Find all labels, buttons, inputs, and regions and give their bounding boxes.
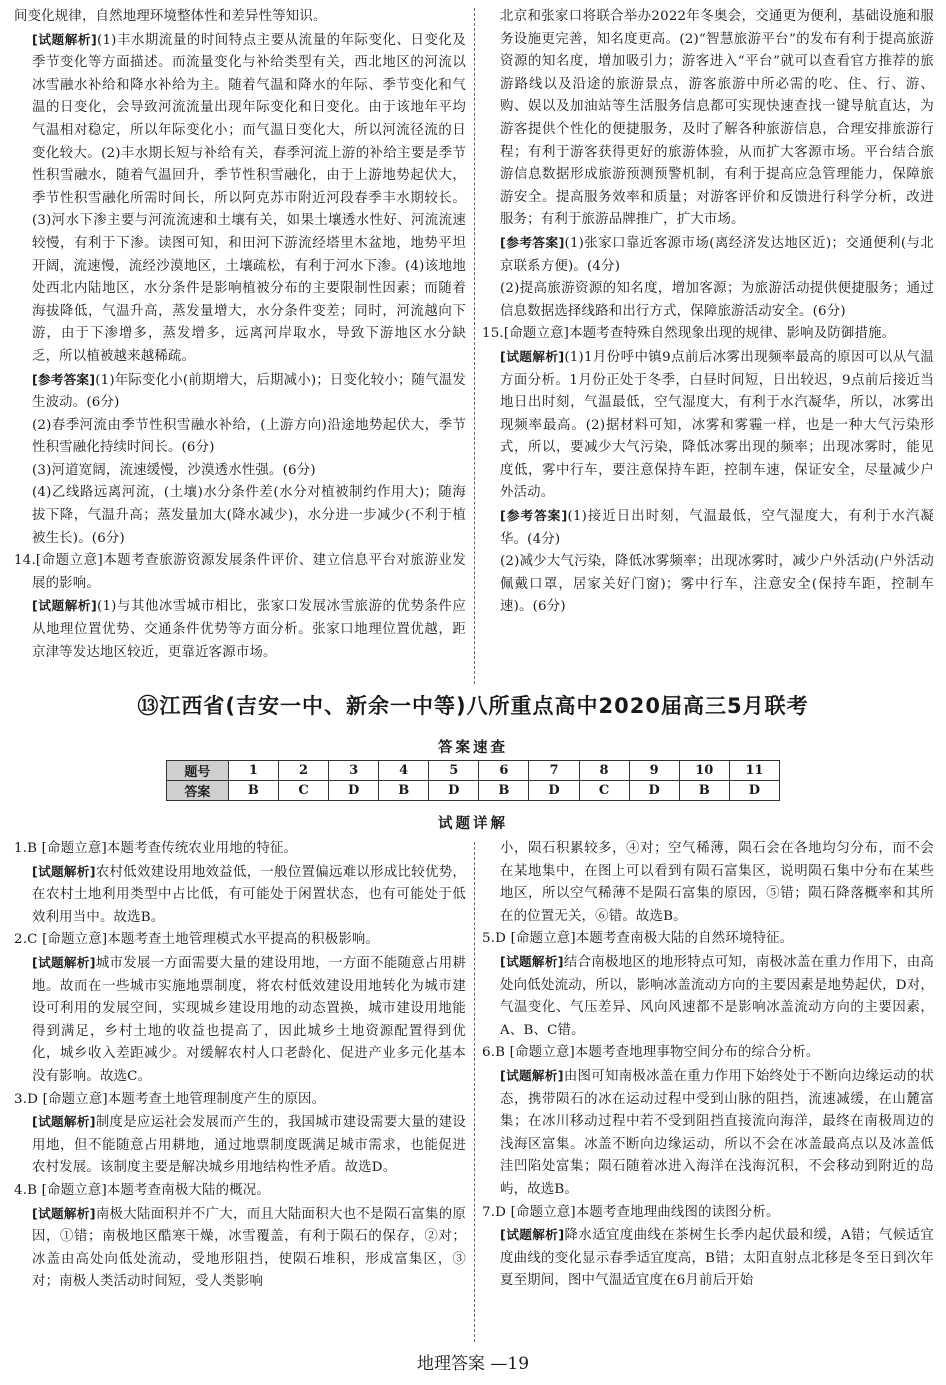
paragraph — [14, 838, 466, 861]
section-title: ⑬江西省(吉安一中、新余一中等)八所重点高中2020届高三5月联考 — [137, 694, 809, 718]
top-left-column — [14, 6, 466, 664]
paragraph-text: (2)提高旅游资源的知名度，增加客源；为旅游活动提供便捷服务；通过信息数据选择线路和出行方式，保障旅游活动安全。(6分) — [500, 281, 934, 319]
paragraph-text: (4)乙线路远离河流，(土壤)水分条件差(水分对植被制约作用大)；随海拔下降，气温升高；蒸发量加大(降水减少)，水分进一步减少(不利于植被生长)。(6分) — [32, 485, 466, 546]
paragraph — [482, 346, 934, 505]
column-divider-top — [474, 8, 475, 684]
paragraph — [482, 278, 934, 323]
paragraph — [14, 1111, 466, 1180]
answer-cell: D — [729, 781, 779, 801]
question-number-cell: 11 — [729, 761, 779, 781]
paragraph-text: 3.D [命题立意]本题考查土地管理制度产生的原因。 — [14, 1091, 326, 1107]
section-tag: [参考答案] — [500, 234, 565, 250]
paragraph — [14, 929, 466, 952]
section-tag: [试题解析] — [32, 1205, 96, 1221]
paragraph-text: (1)张家口靠近客源市场(离经济发达地区近)；交通便利(与北京联系方便)。(4分) — [500, 235, 935, 274]
answer-cell: D — [329, 781, 379, 801]
paragraph-text: 制度是应运社会发展而产生的，我国城市建设需要大量的建设用地，但不能随意占用耕地，通过地票制度既满足城市需求，也能促进农村发展。该制度主要是解决城乡用地结构性矛盾。故选D。 — [32, 1115, 466, 1176]
paragraph — [14, 29, 466, 369]
question-number-cell: 9 — [629, 761, 679, 781]
paragraph-text: 1.B [命题立意]本题考查传统农业用地的特征。 — [14, 841, 298, 856]
paragraph-text: (2)减少大气污染，降低冰雾频率；出现冰雾时，减少户外活动(户外活动佩戴口罩，居家关好门窗)；雾中行车，注意安全(保持车距，控制车速)。(6分) — [500, 554, 934, 615]
paragraph — [482, 1065, 934, 1202]
bottom-right-column — [482, 838, 934, 1293]
paragraph-text: 间变化规律，自然地理环境整体性和差异性等知识。 — [14, 9, 327, 24]
section-tag: [试题解析] — [500, 1227, 565, 1243]
quick-check-title: 答案速查 — [438, 740, 508, 756]
paragraph-text: 小，陨石积累较多，④对；空气稀薄，陨石会在各地均匀分布，而不会在某地集中，在图上可以看到有陨石富集区，说明陨石集中分布在某些地区，所以空气稀薄不是陨石富集的原因，⑤错；陨石降落概率和其所在的位置无关，⑥错。故选B。 — [500, 841, 934, 924]
paragraph-text: 结合南极地区的地形特点可知，南极冰盖在重力作用下，由高处向低处流动，所以，影响冰盖流动方向的主要因素是地势起伏，D对，气温变化、气压差异、风向风速都不是影响冰盖流动方向的主要因素，A、B、C错。 — [500, 954, 934, 1038]
section-tag: [试题解析] — [32, 863, 96, 879]
paragraph-text: (1)与其他冰雪城市相比，张家口发展冰雪旅游的优势条件应从地理位置优势、交通条件优势等方面分析。张家口地理位置优越，距京津等发达地区较近，更靠近客源市场。 — [32, 599, 466, 660]
question-number-cell: 10 — [679, 761, 729, 781]
question-number-cell: 8 — [579, 761, 629, 781]
section-tag: [试题解析] — [32, 598, 98, 614]
paragraph-text: (3)河道宽阔，流速缓慢，沙漠透水性强。(6分) — [32, 462, 316, 478]
answer-cell: D — [629, 781, 679, 801]
answer-cell: B — [228, 781, 278, 801]
column-divider-bottom — [474, 842, 475, 1342]
answer-cell: B — [679, 781, 729, 801]
section-tag: [试题解析] — [32, 1114, 96, 1130]
question-number-cell: 7 — [529, 761, 579, 781]
paragraph — [482, 838, 934, 928]
answer-cell: D — [529, 781, 579, 801]
section-tag: [试题解析] — [500, 1067, 564, 1083]
paragraph — [14, 6, 466, 29]
paragraph — [482, 928, 934, 951]
paragraph-text: (1)接近日出时刻，气温最低，空气湿度大，有利于水汽凝华。(4分) — [500, 509, 934, 547]
answer-cell: C — [278, 781, 328, 801]
paragraph-text: 7.D [命题立意]本题考查地理曲线图的读图分析。 — [482, 1204, 780, 1220]
paragraph-text: 14.[命题立意]本题考查旅游资源发展条件评价、建立信息平台对旅游业发展的影响。 — [14, 553, 466, 591]
paragraph-text: (1)1月份呼中镇9点前后冰雾出现频率最高的原因可以从气温方面分析。1月份正处于冬季，白昼时间短，日出较迟，9点前后接近当地日出时刻，气温最低，空气湿度大，有利于水汽凝华，所以，冰雾出现频率最高。(2)据材料可知，冰雾和雾霾一样，也是一种大气污染形式，所以，要减少大气污染，降低冰雾出现的频率；出现冰雾时，能见度低，雾中行车，要注意保持车距，控制车速，保证安全，尽量减少户外活动。 — [500, 349, 934, 501]
paragraph — [482, 951, 934, 1042]
question-number-cell: 6 — [479, 761, 529, 781]
section-tag: [参考答案] — [32, 371, 96, 387]
section-tag: [试题解析] — [500, 348, 565, 364]
paragraph — [482, 6, 934, 232]
paragraph — [14, 482, 466, 550]
paragraph-text: (1)年际变化小(前期增大，后期减小)；日变化较小；随气温发生波动。(6分) — [32, 372, 466, 411]
top-right-column — [482, 6, 934, 619]
question-number-cell: 1 — [228, 761, 278, 781]
answer-table-number-row — [167, 761, 780, 781]
bottom-left-column — [14, 838, 466, 1294]
paragraph — [14, 861, 466, 930]
section-tag: [试题解析] — [32, 31, 98, 47]
page-footer: 地理答案 —19 — [416, 1354, 530, 1374]
paragraph-text: 6.B [命题立意]本题考查地理事物空间分布的综合分析。 — [482, 1045, 820, 1061]
question-number-cell: 3 — [329, 761, 379, 781]
paragraph-text: (1)丰水期流量的时间特点主要从流量的年际变化、日变化及季节变化等方面描述。而流量变化与补给类型有关，西北地区的河流以冰雪融水补给和降水补给为主。随着气温和降水的年际、季节变化和气温的日变化，会导致河流流量出现年际变化和日变化。由于该地年平均气温相对稳定，所以年际变化小；而气温日变化大，所以河流径流的日变化较大。(2)丰水期长短与补给有关，春季河流上游的补给主要是季节性积雪融水，随着气温回升，季节性积雪融化，由于上游地势起伏大，季节性积雪融化所需时间长，所以阿克苏市附近河段春季丰水期较长。(3)河水下渗主要与河流流速和土壤有关，如果土壤透水性好、河流流速较慢，有利于下渗。读图可知，和田河下游流经塔里木盆地，地势平坦开阔，流速慢，流经沙漠地区，土壤疏松，有利于河水下渗。(4)该地地处西北内陆地区，水分条件是影响植被分布的主要限制性因素；而随着海拔降低，气温升高，蒸发量增大，水分条件变差；同时，河流越向下游，由于下渗增多，蒸发增多，远离河岸取水，导致下游地区水分缺乏，所以植被越来越稀疏。 — [32, 32, 466, 364]
paragraph — [14, 595, 466, 664]
answer-table — [166, 760, 780, 801]
paragraph — [482, 1202, 934, 1225]
paragraph-text: 5.D [命题立意]本题考查南极大陆的自然环境特征。 — [482, 931, 794, 947]
answer-table-answer-row — [167, 781, 780, 801]
detail-title: 试题详解 — [438, 816, 508, 832]
section-tag: [参考答案] — [500, 508, 568, 524]
question-number-cell: 2 — [278, 761, 328, 781]
paragraph — [14, 550, 466, 595]
paragraph — [14, 369, 466, 415]
question-number-cell: 4 — [379, 761, 429, 781]
answer-cell: B — [379, 781, 429, 801]
paragraph — [482, 505, 934, 551]
paragraph-text: 由图可知南极冰盖在重力作用下始终处于不断向边缘运动的状态，携带陨石的冰在运动过程中受到山脉的阻挡，流速减缓，在山麓富集；在冰川移动过程中若不受到阻挡直接流向海洋，最终在南极周边的浅海区富集。冰盖不断向边缘运动，所以不会在冰盖最高点以及冰盖低洼凹陷处富集；陨石随着冰进入海洋在浅海沉积，不会移动到附近的岛屿，故选B。 — [500, 1068, 934, 1197]
paragraph-text: 农村低效建设用地效益低，一般位置偏远难以形成比较优势，在农村土地利用类型中占比低，有可能处于闲置状态，也有可能处于低效利用当中。故选B。 — [32, 864, 466, 925]
number-row-header: 题号 — [167, 761, 229, 781]
paragraph-text: (2)春季河流由季节性积雪融水补给，(上游方向)沿途地势起伏大，季节性积雪融化持续时间长。(6分) — [32, 417, 466, 456]
paragraph — [14, 1089, 466, 1112]
paragraph — [482, 232, 934, 278]
answer-cell: D — [429, 781, 479, 801]
section-tag: [试题解析] — [32, 954, 96, 970]
answer-cell: C — [579, 781, 629, 801]
answer-row-header: 答案 — [167, 781, 229, 801]
question-number-cell: 5 — [429, 761, 479, 781]
paragraph-text: 4.B [命题立意]本题考查南极大陆的概况。 — [14, 1182, 270, 1198]
paragraph-text: 南极大陆面积并不广大，而且大陆面积大也不是陨石富集的原因，①错；南极地区酷寒干燥，冰雪覆盖，有利于陨石的保存，②对；冰盖由高处向低处流动，受地形阻挡，使陨石堆积，形成富集区，③对；南极人类活动时间短，受人类影响 — [32, 1206, 466, 1290]
paragraph — [482, 1224, 934, 1293]
paragraph-text: 降水适宜度曲线在茶树生长季内起伏最和缓，A错；气候适宜度曲线的变化显示春季适宜度高，B错；太阳直射点北移是冬至日到次年夏至期间，图中气温适宜度在6月前后开始 — [500, 1228, 934, 1289]
paragraph — [14, 415, 466, 460]
section-tag: [试题解析] — [500, 953, 564, 969]
paragraph — [14, 460, 466, 483]
paragraph-text: 2.C [命题立意]本题考查土地管理模式水平提高的积极影响。 — [14, 932, 380, 948]
paragraph — [482, 551, 934, 619]
paragraph-text: 15.[命题立意]本题考查特殊自然现象出现的规律、影响及防御措施。 — [482, 326, 896, 342]
paragraph-text: 北京和张家口将联合举办2022年冬奥会，交通更为便利，基础设施和服务设施更完善，知名度更高。(2)“智慧旅游平台”的发布有利于提高旅游资源的知名度，增加吸引力；游客进入“平台”就可以查看官方推荐的旅游路线以及沿途的旅游景点，游客旅游中所必需的吃、住、行、游、购、娱以及加油站等生活服务信息都可实现快速查找一键导航直达，为游客提供个性化的便捷服务，及时了解各种旅游信息，合理安排旅游行程；有利于游客获得更好的旅游体验，从而扩大客源市场。平台结合旅游信息数据形成旅游预测预警机制，有利于提高应急管理能力，保障旅游安全。提高服务效率和质量；对游客评价和反馈进行科学分析，改进服务；有利于旅游品牌推广，扩大市场。 — [500, 9, 934, 228]
paragraph — [14, 1180, 466, 1203]
paragraph — [14, 952, 466, 1089]
answer-cell: B — [479, 781, 529, 801]
paragraph — [482, 1042, 934, 1065]
paragraph-text: 城市发展一方面需要大量的建设用地，一方面不能随意占用耕地。故而在一些城市实施地票制度，将农村低效建设用地转化为城市建设可利用的发展空间，实现城乡建设用地的动态置换，城市建设用地能得到满足，乡村土地的收益也提高了，因此城乡土地资源配置得到优化，城乡收入差距减少。对缓解农村人口老龄化、促进产业多元化基本没有影响。故选C。 — [32, 955, 466, 1084]
paragraph — [482, 323, 934, 346]
paragraph — [14, 1203, 466, 1294]
